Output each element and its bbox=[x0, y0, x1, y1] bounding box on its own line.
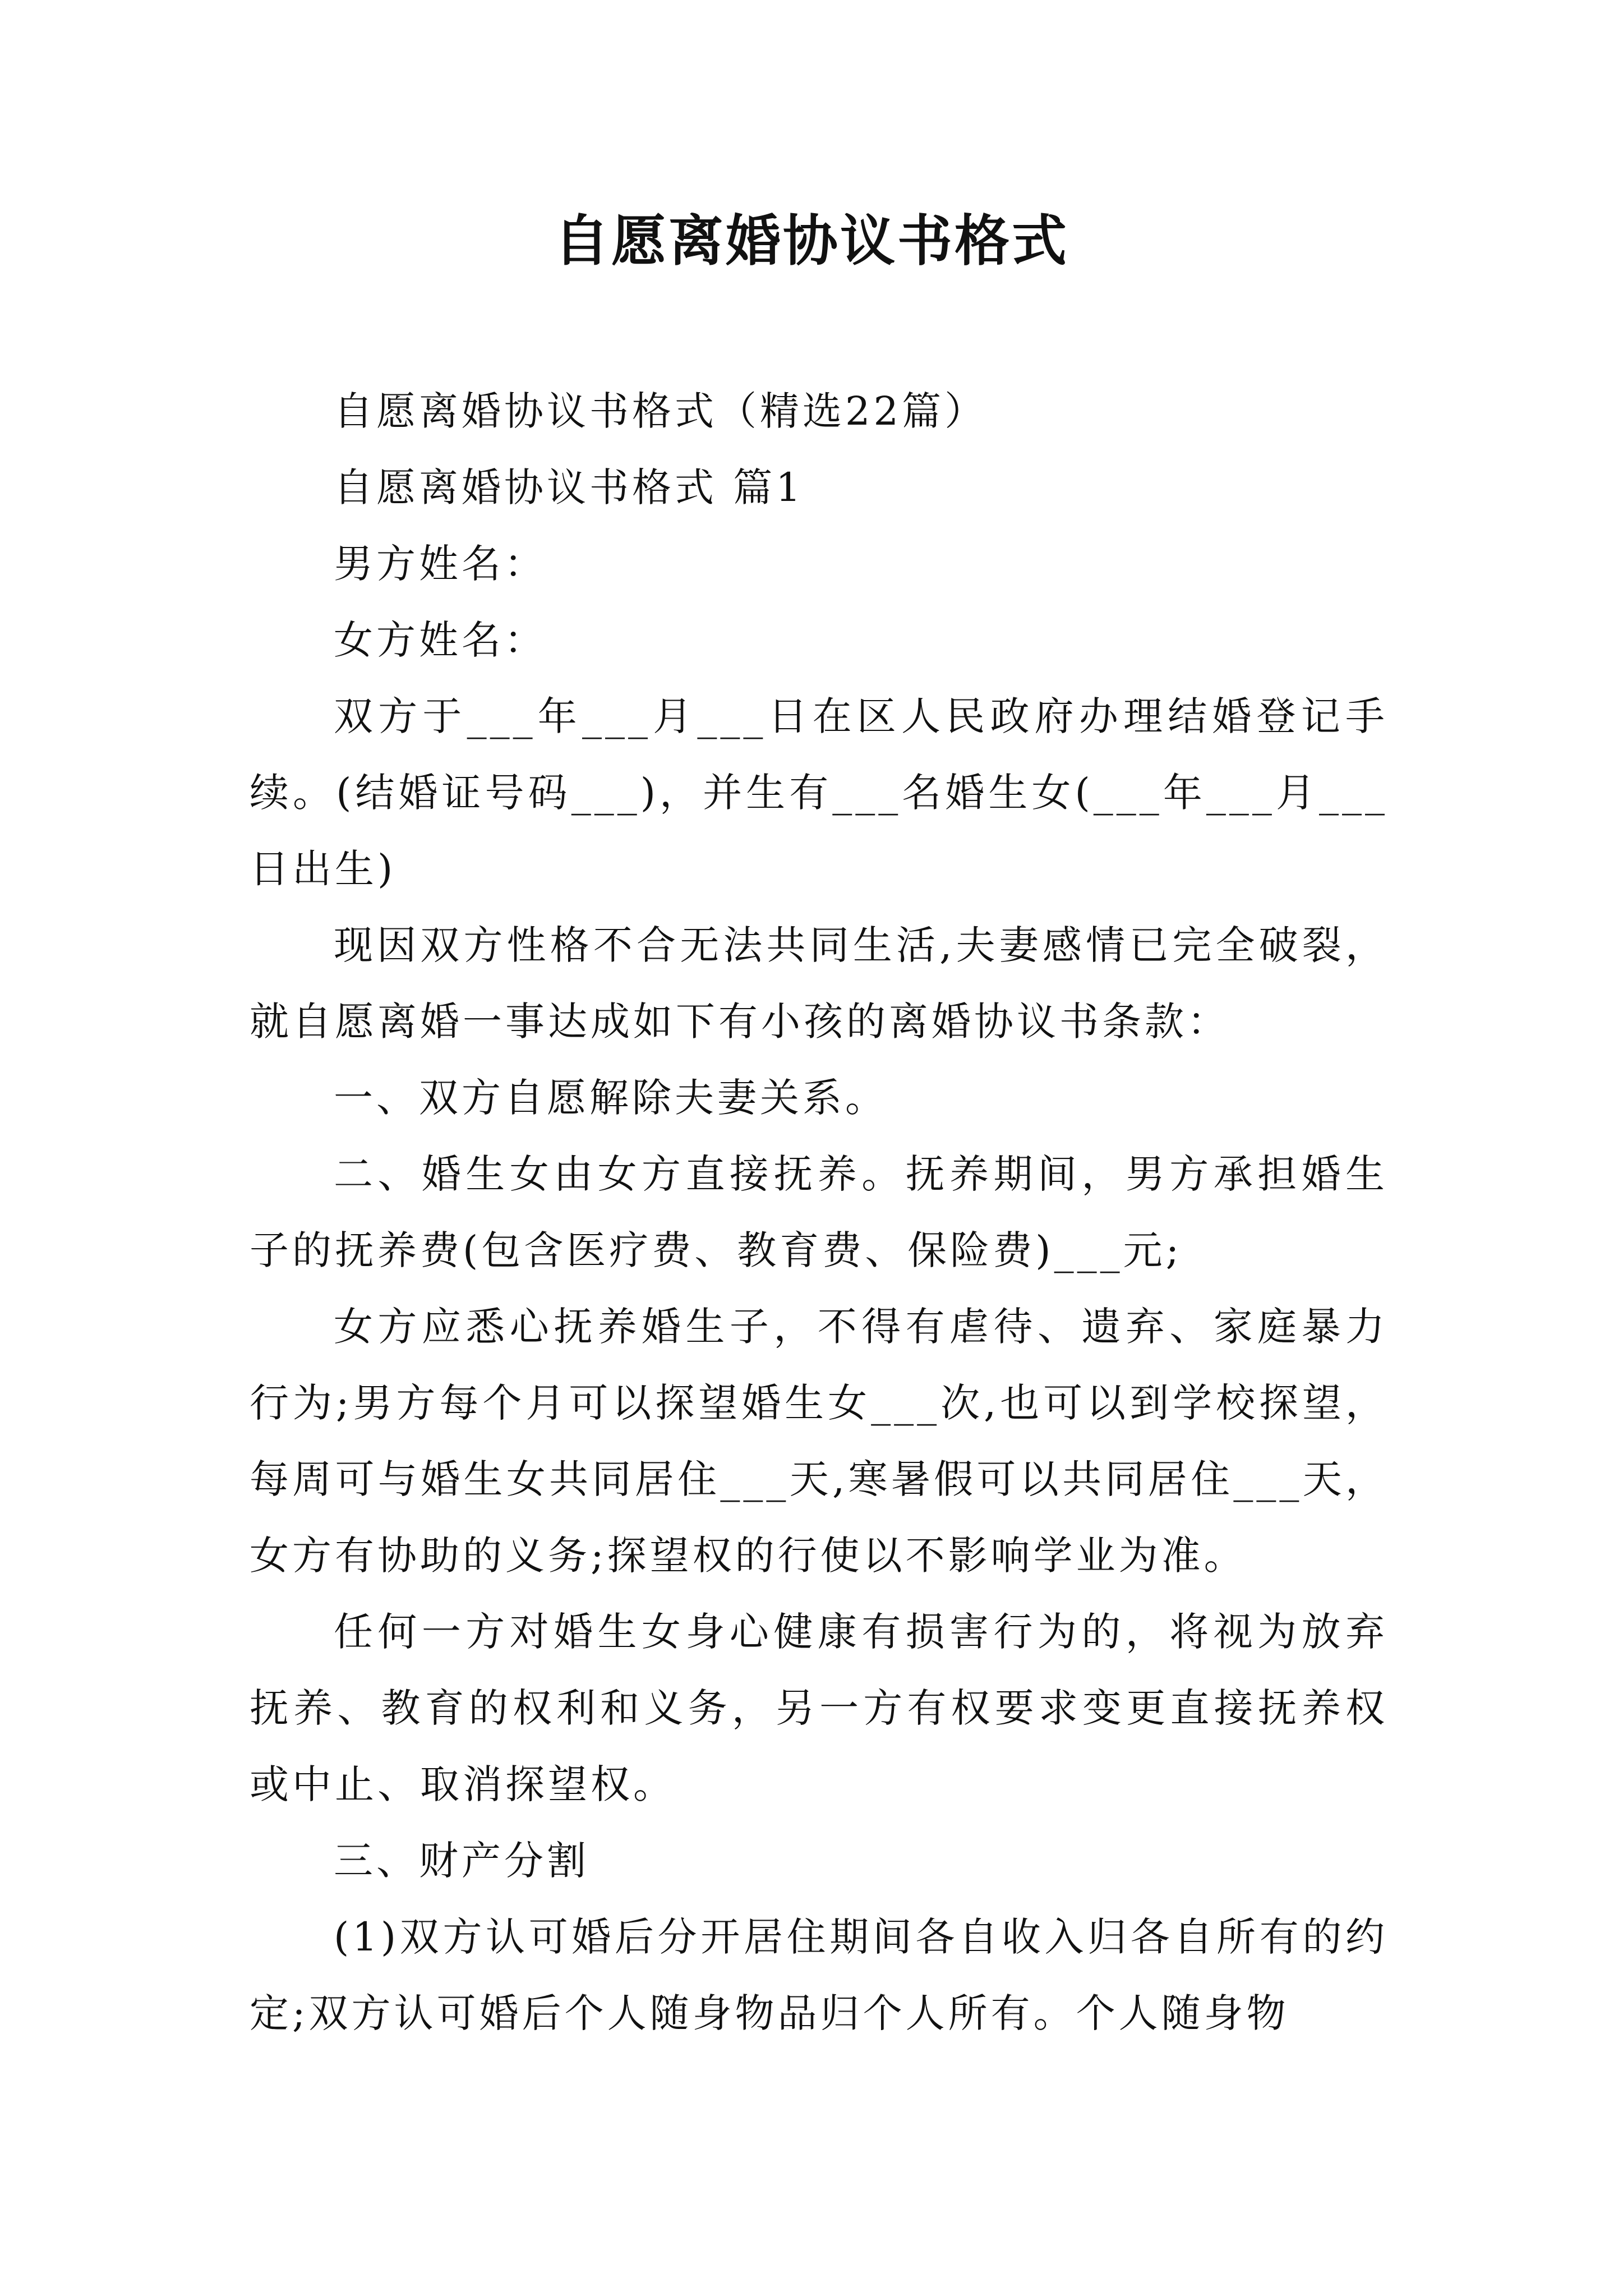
paragraph-marriage-registration: 双方于___年___月___日在区人民政府办理结婚登记手续。(结婚证号码___)，并生有___名婚生女(___年___月___日出生) bbox=[250, 693, 1388, 892]
paragraph-reason: 现因双方性格不合无法共同生活,夫妻感情已完全破裂，就自愿离婚一事达成如下有小孩的离婚协议书条款： bbox=[250, 922, 1388, 1045]
paragraph-male-name: 男方姓名： bbox=[334, 541, 547, 587]
paragraph-clause-1: 一、双方自愿解除夫妻关系。 bbox=[334, 1075, 888, 1121]
paragraph-visitation: 女方应悉心抚养婚生子，不得有虐待、遗弃、家庭暴力行为;男方每个月可以探望婚生女___次,也可以到学校探望，每周可与婚生女共同居住___天,寒暑假可以共同居住___天，女方有协助的义务;探望权的行使以不影响学业为准。 bbox=[250, 1304, 1388, 1579]
paragraph-clause-3: 三、财产分割 bbox=[334, 1838, 589, 1884]
paragraph-property-1: (1)双方认可婚后分开居住期间各自收入归各自所有的约定;双方认可婚后个人随身物品归个人所有。个人随身物 bbox=[250, 1914, 1388, 2036]
document-body bbox=[250, 373, 1388, 2051]
paragraph-custody-change: 任何一方对婚生女身心健康有损害行为的，将视为放弃抚养、教育的权利和义务，另一方有权要求变更直接抚养权或中止、取消探望权。 bbox=[250, 1609, 1388, 1807]
paragraph-section-heading: 自愿离婚协议书格式 篇1 bbox=[334, 464, 804, 510]
paragraph-female-name: 女方姓名： bbox=[334, 617, 547, 663]
paragraph-clause-2: 二、婚生女由女方直接抚养。抚养期间，男方承担婚生子的抚养费(包含医疗费、教育费、保险费)___元; bbox=[250, 1151, 1388, 1273]
document-title: 自愿离婚协议书格式 bbox=[554, 209, 1069, 273]
paragraph-subtitle: 自愿离婚协议书格式（精选22篇） bbox=[334, 388, 988, 434]
